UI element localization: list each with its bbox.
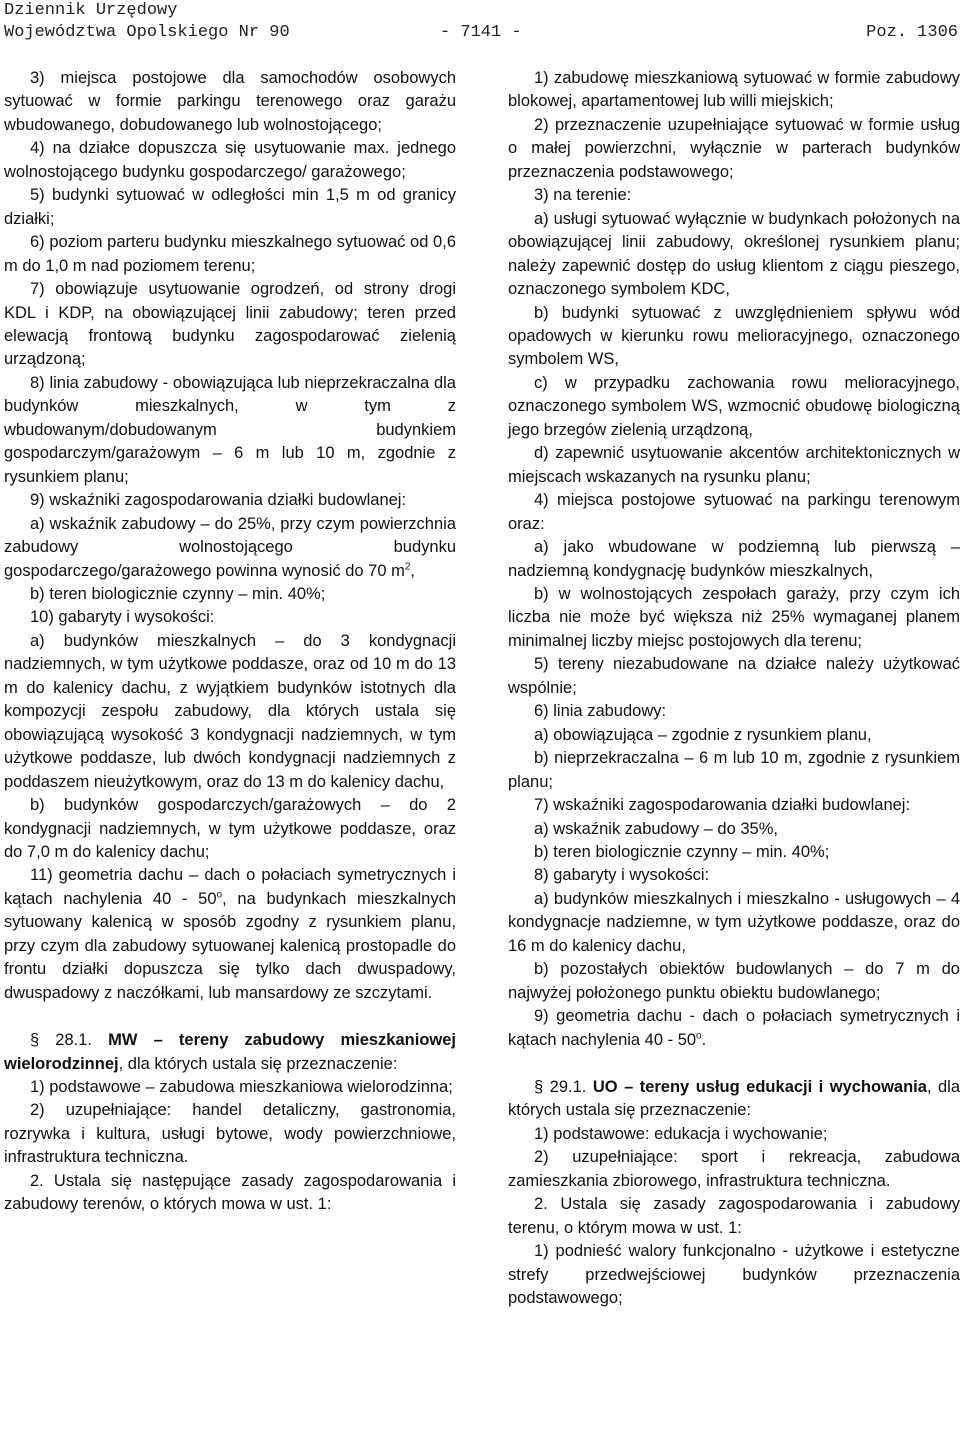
- paragraph: d) zapewnić usytuowanie akcentów architektonicznych w miejscach wskazanych na rysunku planu;: [508, 444, 960, 486]
- paragraph: 2) uzupełniające: handel detaliczny, gastronomia, rozrywka i kultura, usługi bytowe, wody powierzchniowe, infrastruktura techniczna.: [4, 1101, 456, 1167]
- paragraph: 6) linia zabudowy:: [534, 702, 667, 721]
- page-number: - 7141 -: [440, 23, 522, 42]
- paragraph: a) usługi sytuować wyłącznie w budynkach położonych na obowiązującej linii zabudowy, określonej rysunkiem planu; należy zapewnić dostęp do usług klientom z ciągu pieszego, oznaczonego symbolem KDC,: [508, 209, 960, 299]
- paragraph: b) budynki sytuować z uwzględnieniem spływu wód opadowych w kierunku rowu melioracyjnego, oznaczonego symbolem WS,: [508, 303, 960, 369]
- paragraph: 8) linia zabudowy - obowiązująca lub nieprzekraczalna dla budynków mieszkalnych, w tym z wbudowanym/dobudowanym budynkiem gospodarczym/garażowym – 6 m lub 10 m, zgodnie z rysunkiem planu;: [4, 373, 456, 486]
- paragraph: a) obowiązująca – zgodnie z rysunkiem planu,: [534, 725, 872, 744]
- paragraph: a) jako wbudowane w podziemną lub pierwszą – nadziemną kondygnację budynków mieszkalnych,: [508, 538, 960, 580]
- paragraph: 3) miejsca postojowe dla samochodów osobowych sytuować w formie parkingu terenowego oraz garażu wbudowanego, dobudowanego lub wolnostojącego;: [4, 69, 456, 134]
- paragraph: 4) miejsca postojowe sytuować na parkingu terenowym oraz:: [508, 491, 960, 533]
- paragraph: 7) wskaźniki zagospodarowania działki budowlanej:: [534, 796, 911, 815]
- right-column: [508, 67, 960, 1311]
- section-title: UO – tereny usług edukacji i wychowania: [592, 1078, 927, 1097]
- paragraph: 9) wskaźniki zagospodarowania działki budowlanej:: [30, 491, 407, 510]
- section-heading: § 29.1. UO – tereny usług edukacji i wychowania, dla których ustala się przeznaczenie:: [508, 1078, 960, 1120]
- paragraph: 2. Ustala się następujące zasady zagospodarowania i zabudowy terenów, o których mowa w ust. 1:: [4, 1171, 456, 1214]
- paragraph: b) teren biologicznie czynny – min. 40%;: [30, 584, 326, 603]
- paragraph: 5) tereny niezabudowane na działce należy użytkować wspólnie;: [508, 655, 960, 697]
- paragraph: 2. Ustala się zasady zagospodarowania i zabudowy terenu, o którym mowa w ust. 1:: [508, 1195, 960, 1237]
- paragraph: b) nieprzekraczalna – 6 m lub 10 m, zgodnie z rysunkiem planu;: [508, 749, 960, 791]
- journal-issue: Województwa Opolskiego Nr 90: [4, 23, 290, 42]
- paragraph: 4) na działce dopuszcza się usytuowanie max. jednego wolnostojącego budynku gospodarczego/ garażowego;: [4, 139, 456, 181]
- paragraph: a) budynków mieszkalnych i mieszkalno - usługowych – 4 kondygnacje nadziemne, w tym użytkowe poddasze, oraz do 16 m do kalenicy dachu,: [508, 889, 960, 955]
- paragraph: b) teren biologicznie czynny – min. 40%;: [534, 842, 830, 861]
- paragraph: 9) geometria dachu - dach o połaciach symetrycznych i kątach nachylenia 40 - 50$^o$.: [508, 1007, 960, 1049]
- paragraph: 2) przeznaczenie uzupełniające sytuować w formie usług o małej powierzchni, wyłącznie w parterach budynków przeznaczenia podstawowego;: [508, 115, 960, 181]
- left-column: [4, 67, 456, 1217]
- paragraph: 3) na terenie:: [534, 186, 632, 205]
- paragraph: 1) podstawowe – zabudowa mieszkaniowa wielorodzinna;: [30, 1078, 453, 1097]
- page-header: [4, 0, 958, 44]
- paragraph: 6) poziom parteru budynku mieszkalnego sytuować od 0,6 m do 1,0 m nad poziomem terenu;: [4, 233, 456, 275]
- section-heading: § 28.1. MW – tereny zabudowy mieszkaniowej wielorodzinnej, dla których ustala się przeznaczenie:: [4, 1031, 456, 1073]
- paragraph: 10) gabaryty i wysokości:: [30, 608, 215, 627]
- paragraph: b) budynków gospodarczych/garażowych – do 2 kondygnacji nadziemnych, w tym użytkowe poddasze, oraz do 7,0 m do kalenicy dachu;: [4, 796, 456, 861]
- paragraph: a) budynków mieszkalnych – do 3 kondygnacji nadziemnych, w tym użytkowe poddasze, oraz od 10 m do 13 m do kalenicy dachu, z wyjątkiem budynków istotnych dla kompozycji zespołu zabudowy, dla których ustala się obowiązującą wysokość 3 kondygnacji nadziemnych, w tym użytkowe poddasze, lub dwóch kondygnacji nadziemnych z poddaszem nieużytkowym, oraz do 13 m do kalenicy dachu,: [4, 631, 456, 791]
- paragraph: b) pozostałych obiektów budowlanych – do 7 m do najwyżej położonego punktu obiektu budowlanego;: [508, 960, 960, 1002]
- paragraph: 1) podstawowe: edukacja i wychowanie;: [534, 1124, 828, 1143]
- paragraph: 5) budynki sytuować w odległości min 1,5 m od granicy działki;: [4, 186, 456, 228]
- paragraph: b) w wolnostojących zespołach garaży, przy czym ich liczba nie może być większa niż 25% wymaganej planem minimalnej liczby miejsc postojowych dla terenu;: [508, 584, 960, 650]
- paragraph: 11) geometria dachu – dach o połaciach symetrycznych i kątach nachylenia 40 - 50$^o$, na budynkach mieszkalnych sytuowany kalenicą w sposób zgodny z rysunkiem planu, przy czym dla zabudowy sytuowanej kalenicą prostopadle do frontu działki dopuszcza się tylko dach dwuspadowy, dwuspadowy z naczółkami, lub mansardowy ze szczytami.: [4, 866, 457, 1002]
- paragraph: 8) gabaryty i wysokości:: [534, 866, 710, 885]
- paragraph: c) w przypadku zachowania rowu melioracyjnego, oznaczonego symbolem WS, wzmocnić obudowę biologiczną jego brzegów zielenią urządzoną,: [508, 373, 960, 439]
- paragraph: 1) zabudowę mieszkaniową sytuować w formie zabudowy blokowej, apartamentowej lub willi miejskich;: [508, 69, 960, 111]
- paragraph: 1) podnieść walory funkcjonalno - użytkowe i estetyczne strefy przedwejściowej budynków przeznaczenia podstawowego;: [508, 1242, 960, 1308]
- paragraph: a) wskaźnik zabudowy – do 35%,: [534, 819, 778, 838]
- paragraph: a) wskaźnik zabudowy – do 25%, przy czym powierzchnia zabudowy wolnostojącego budynku gospodarczego/garażowego powinna wynosić do 70 $m^2$,: [4, 514, 456, 580]
- paragraph: 7) obowiązuje usytuowanie ogrodzeń, od strony drogi KDL i KDP, na obowiązującej linii zabudowy; teren przed elewacją frontową budynku zagospodarować zielenią urządzoną;: [4, 280, 456, 369]
- section-title: MW – tereny zabudowy mieszkaniowej wielorodzinnej: [4, 1031, 456, 1073]
- header-row: [4, 22, 958, 44]
- paragraph: 2) uzupełniające: sport i rekreacja, zabudowa zamieszkania zbiorowego, infrastruktura techniczna.: [508, 1148, 960, 1190]
- position-number: Poz. 1306: [866, 23, 958, 42]
- journal-title: Dziennik Urzędowy: [4, 1, 178, 20]
